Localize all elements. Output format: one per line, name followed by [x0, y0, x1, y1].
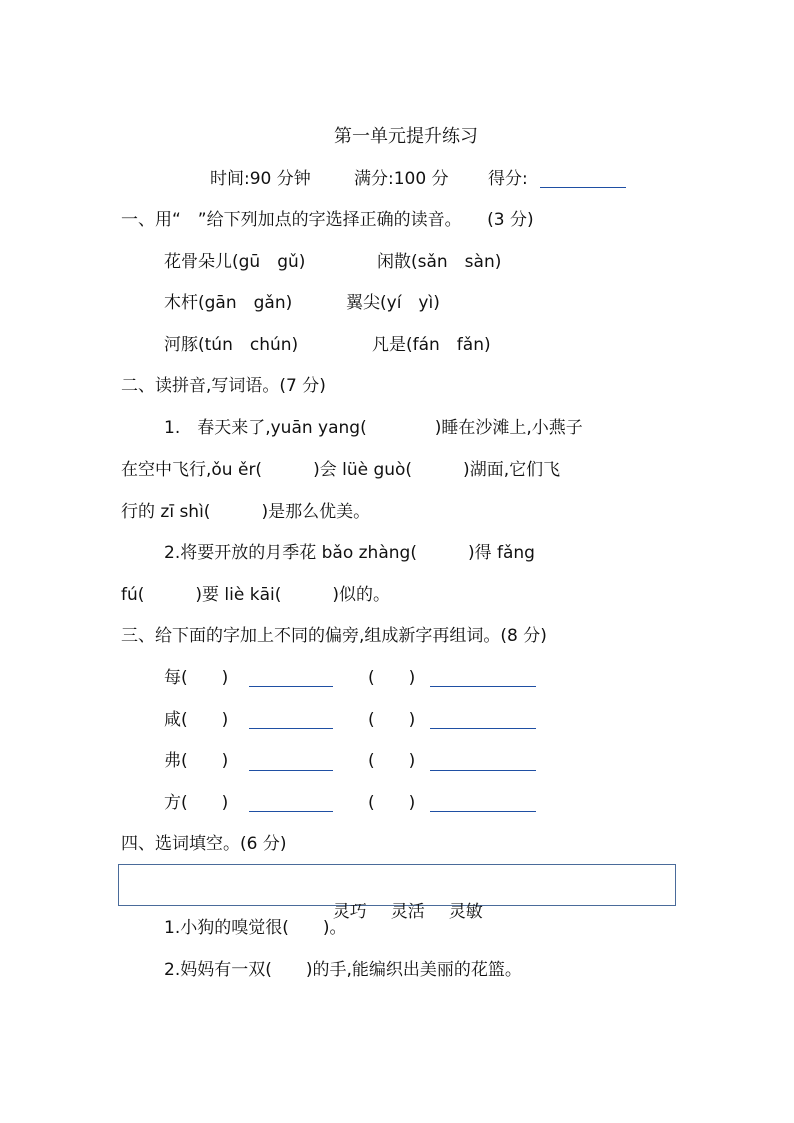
page-title: 第一单元提升练习 — [334, 126, 478, 147]
q2-heading: 二、读拼音,写词语。(7 分) — [121, 376, 326, 396]
q3-blank[interactable] — [249, 686, 333, 687]
score-blank[interactable] — [540, 187, 626, 188]
q3-blank[interactable] — [249, 770, 333, 771]
q3-paren: ( ) — [368, 710, 416, 730]
q3-blank[interactable] — [430, 686, 536, 687]
q2-line: 行的 zī shì( )是那么优美。 — [121, 502, 371, 522]
q1-item: 木杆(gān gǎn) — [164, 293, 293, 313]
q1-item: 河豚(tún chún) — [164, 335, 299, 355]
word-option: 灵活 — [390, 902, 425, 922]
q2-line: 在空中飞行,ǒu ěr( )会 lüè guò( )湖面,它们飞 — [121, 460, 561, 480]
q3-blank[interactable] — [430, 770, 536, 771]
word-option: 灵巧 — [332, 902, 367, 922]
full-score-label: 满分:100 分 — [354, 169, 449, 189]
q3-char: 方( ) — [164, 793, 229, 813]
q2-line: 2.将要开放的月季花 bǎo zhàng( )得 fǎng — [164, 543, 535, 563]
q4-sentence: 2.妈妈有一双( )的手,能编织出美丽的花篮。 — [164, 960, 522, 980]
q3-paren: ( ) — [368, 668, 416, 688]
q3-blank[interactable] — [249, 728, 333, 729]
q4-heading: 四、选词填空。(6 分) — [121, 834, 287, 854]
q3-blank[interactable] — [249, 811, 333, 812]
q3-heading: 三、给下面的字加上不同的偏旁,组成新字再组词。(8 分) — [121, 626, 547, 646]
q2-line: fú( )要 liè kāi( )似的。 — [121, 585, 390, 605]
q3-char: 弗( ) — [164, 751, 229, 771]
q3-char: 咸( ) — [164, 710, 229, 730]
q3-char: 每( ) — [164, 668, 229, 688]
q3-paren: ( ) — [368, 793, 416, 813]
q1-heading: 一、用“ ”给下列加点的字选择正确的读音。 (3 分) — [121, 210, 534, 230]
q3-blank[interactable] — [430, 811, 536, 812]
score-label: 得分: — [488, 169, 528, 189]
word-option: 灵敏 — [448, 902, 483, 922]
q3-paren: ( ) — [368, 751, 416, 771]
word-bank-box — [118, 864, 676, 922]
time-label: 时间:90 分钟 — [210, 169, 311, 189]
q1-item: 翼尖(yí yì) — [346, 293, 440, 313]
q4-sentence: 1.小狗的嗅觉很( )。 — [164, 918, 347, 938]
q2-line: 1. 春天来了,yuān yang( )睡在沙滩上,小燕子 — [164, 418, 583, 438]
q1-item: 花骨朵儿(gū gǔ) — [164, 252, 306, 272]
q3-blank[interactable] — [430, 728, 536, 729]
q1-item: 凡是(fán fǎn) — [372, 335, 491, 355]
q1-item: 闲散(sǎn sàn) — [377, 252, 502, 272]
